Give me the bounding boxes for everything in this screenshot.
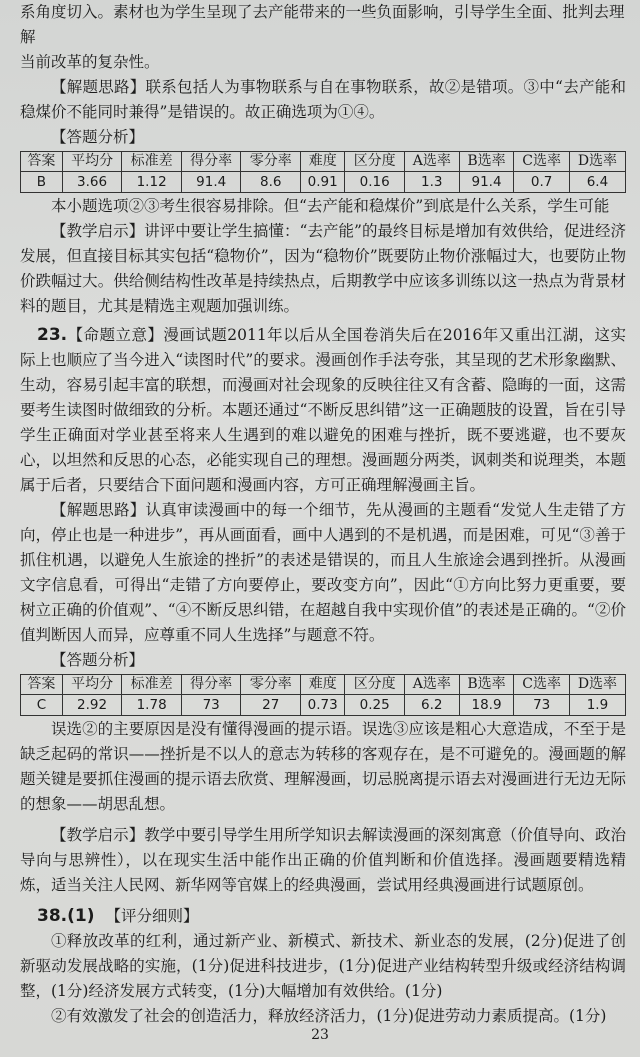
s1-header-cell: C选率 [514,152,569,172]
s1-header-cell: 标准差 [122,152,182,172]
s23-header-cell: 标准差 [122,675,182,695]
s23-thinking: 【解题思路】认真审读漫画中的每一个细节，先从漫画的主题看“发觉人生走错了方向，停止也是一种进步”，再从画面看，画中人遇到的不是机遇，而是困难，可见“③善于抓住机遇，以避免人生旅途的挫折”的表述是错误的，而且人生旅途会遇到挫折。从漫画文字信息看，可得出“走错了方向要停止，要改变方向”，因此“①方向比努力更重要，要树立正确的价值观”、“④不断反思纠错，在超越自我中实现价值”的表述是正确的。“②价值判断因人而异，应尊重不同人生选择”与题意不符。 [20,501,626,644]
s23-header-cell: D选率 [569,675,625,695]
s1-stats-table [20,151,626,193]
s1-value-cell: 6.4 [569,172,625,193]
s23-table-header-row [21,675,626,695]
page-number: 23 [311,1027,329,1043]
s1-header-cell: 平均分 [62,152,122,172]
s23-value-cell: 73 [514,695,569,716]
s1-note: 本小题选项②③考生很容易排除。但“去产能和稳煤价”到底是什么关系，学生可能 [51,197,610,215]
s1-header-cell: D选率 [569,152,625,172]
s1-header-cell: 区分度 [345,152,405,172]
s23-value-cell: C [21,695,63,716]
section-23 [20,323,626,898]
s1-value-cell: 1.12 [122,172,182,193]
section-22 [20,75,626,319]
s23-header-cell: 平均分 [62,675,122,695]
s1-value-cell: 91.4 [459,172,514,193]
s23-header-cell: B选率 [459,675,514,695]
s1-table-header-row [21,152,626,172]
s1-value-cell: 1.3 [404,172,459,193]
s1-analysis-label: 【答题分析】 [51,128,145,146]
s38-heading [20,904,626,929]
s23-value-cell: 18.9 [459,695,514,716]
s23-value-cell: 0.25 [345,695,405,716]
s1-header-cell: 答案 [21,152,63,172]
s1-header-cell: 得分率 [181,152,241,172]
s1-thinking: 【解题思路】联系包括人为事物联系与自在事物联系，故②是错项。③中“去产能和稳煤价不能同时兼得”是错误的。故正确选项为①④。 [20,78,626,121]
s1-table-value-row [21,172,626,193]
intro-section [20,0,626,75]
sub-question-number: (1) [67,906,95,926]
s23-note: 误选②的主要原因是没有懂得漫画的提示语。误选③应该是粗心大意造成，不至于是缺乏起码的常识——挫折是不以人的意志为转移的客观存在，是不可避免的。漫画题的解题关键是要抓住漫画的提示语去欣赏、理解漫画，切忌脱离提示语去对漫画进行无边无际的想象——胡思乱想。 [20,720,626,813]
intro-line-1: 系角度切入。素材也为学生呈现了去产能带来的一些负面影响，引导学生全面、批判去理解 [20,3,625,46]
s23-intent-paragraph [20,323,626,498]
s23-analysis-label: 【答题分析】 [51,651,145,669]
s23-header-cell: 零分率 [241,675,301,695]
s23-value-cell: 0.73 [301,695,345,716]
section-38 [20,904,626,1029]
s23-header-cell: 难度 [301,675,345,695]
s1-teaching: 【教学启示】讲评中要让学生搞懂：“去产能”的最终目标是增加有效供给，促进经济发展，但直接目标其实包括“稳物价”，因为“稳物价”既要防止物价涨幅过大，也要防止物价跌幅过大。供给侧结构性改革是持续热点，后期教学中应该多训练以这一热点为背景材料的题目，尤其是精选主观题加强训练。 [20,222,626,315]
s23-header-cell: 区分度 [345,675,405,695]
s23-teaching: 【教学启示】教学中要引导学生用所学知识去解读漫画的深刻寓意（价值导向、政治导向与思辨性），以在现实生活中能作出正确的价值判断和价值选择。漫画题要精选精炼，适当关注人民网、新华网等官媒上的经典漫画，尝试用经典漫画进行试题原创。 [20,826,626,894]
s23-header-cell: C选率 [514,675,569,695]
s1-header-cell: B选率 [459,152,514,172]
s23-value-cell: 2.92 [62,695,122,716]
s38-point-1: ①释放改革的红利，通过新产业、新模式、新技术、新业态的发展，(2分)促进了创新驱动发展战略的实施，(1分)促进科技进步，(1分)促进产业结构转型升级或经济结构调整，(1分)经济发展方式转变，(1分)大幅增加有效供给。(1分) [20,932,626,1000]
intro-line-2: 当前改革的复杂性。 [20,53,160,71]
question-number: 38. [37,906,68,926]
s1-header-cell: A选率 [404,152,459,172]
s23-header-cell: 答案 [21,675,63,695]
s38-label: 【评分细则】 [105,907,199,925]
s1-value-cell: 0.91 [301,172,345,193]
s23-header-cell: 得分率 [181,675,241,695]
s1-value-cell: 3.66 [62,172,122,193]
s23-value-cell: 1.9 [569,695,625,716]
s23-header-cell: A选率 [404,675,459,695]
s1-value-cell: 91.4 [181,172,241,193]
s1-value-cell: 0.16 [345,172,405,193]
s23-value-cell: 73 [181,695,241,716]
question-number: 23. [37,325,68,345]
s23-value-cell: 27 [241,695,301,716]
s1-header-cell: 零分率 [241,152,301,172]
s23-value-cell: 6.2 [404,695,459,716]
s23-value-cell: 1.78 [122,695,182,716]
s23-intent: 【命题立意】漫画试题2011年以后从全国卷消失后在2016年又重出江湖，这实际上也顺应了当今进入“读图时代”的要求。漫画创作手法夸张，其呈现的艺术形象幽默、生动，容易引起丰富的联想，而漫画对社会现象的反映往往又有含蓄、隐晦的一面，这需要考生读图时做细致的分析。本题还通过“不断反思纠错”这一正确题肢的设置，旨在引导学生正确面对学业甚至将来人生遇到的难以避免的困难与挫折，既不要逃避，也不要灰心，以坦然和反思的心态，必能实现自己的理想。漫画题分两类，讽刺类和说理类，本题属于后者，只要结合下面问题和漫画内容，方可正确理解漫画主旨。 [20,326,626,494]
s1-value-cell: 8.6 [241,172,301,193]
s1-header-cell: 难度 [301,152,345,172]
s23-stats-table [20,674,626,716]
s23-table-value-row [21,695,626,716]
s38-point-2: ②有效激发了社会的创造活力，释放经济活力，(1分)促进劳动力素质提高。(1分) [51,1007,607,1025]
s1-value-cell: 0.7 [514,172,569,193]
s1-value-cell: B [21,172,63,193]
